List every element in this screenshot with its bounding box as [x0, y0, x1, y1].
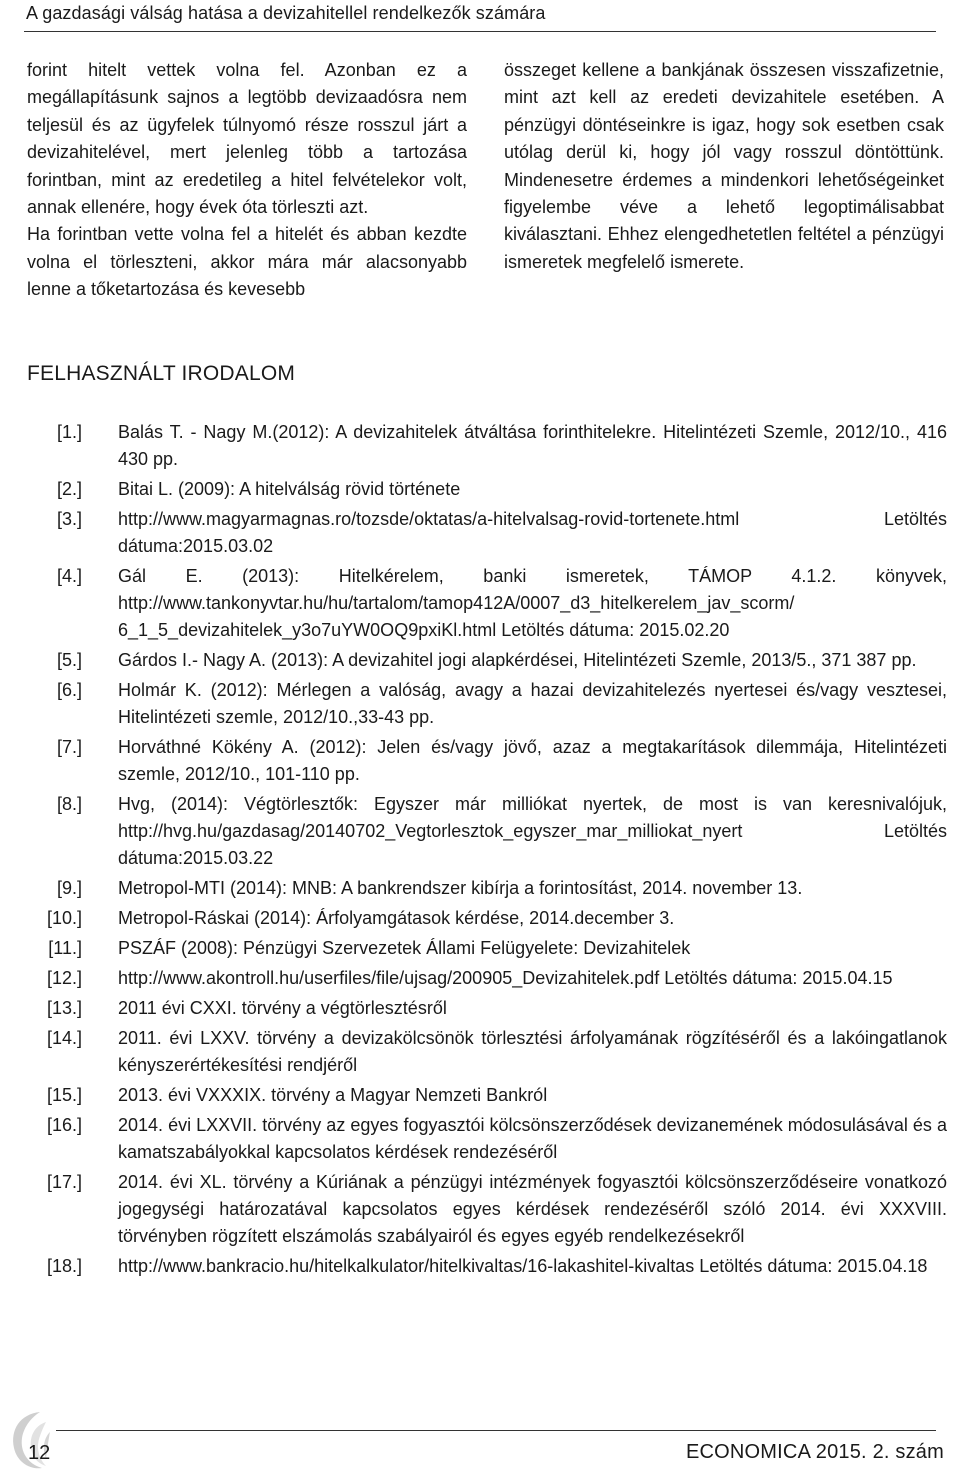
- reference-text: http://www.akontroll.hu/userfiles/file/ujsag/200905_Devizahitelek.pdf Letöltés dátuma: 2015.04.15: [118, 968, 893, 988]
- reference-text: 2013. évi VXXXIX. törvény a Magyar Nemzeti Bankról: [118, 1085, 548, 1105]
- reference-text: 2011. évi LXXV. törvény a devizakölcsönök törlesztési árfolyamának rögzítéséről és a lakóingatlanok kényszerértékesítési rendjéről: [118, 1028, 947, 1075]
- reference-number: [11.]: [48, 938, 82, 958]
- references-heading: FELHASZNÁLT IRODALOM: [27, 362, 296, 385]
- reference-text: http://www.magyarmagnas.ro/tozsde/oktatas/a-hitelvalsag-rovid-tortenete.html Letöltés dátuma:2015.03.02: [118, 509, 947, 556]
- reference-number: [5.]: [56, 650, 82, 670]
- reference-number: [17.]: [46, 1172, 82, 1192]
- reference-number: [9.]: [56, 878, 82, 898]
- reference-number: [10.]: [46, 908, 82, 928]
- reference-text: Hvg, (2014): Végtörlesztők: Egyszer már milliókat nyertek, de most is van keresnivalójuk, http://hvg.hu/gazdasag/20140702_Vegtorlesztok_egyszer_mar_milliokat_nyert Letöltés dátuma:2015.03.22: [118, 794, 947, 868]
- header-rule: [24, 31, 936, 32]
- reference-text: http://www.bankracio.hu/hitelkalkulator/hitelkivaltas/16-lakashitel-kivaltas Letöltés dátuma: 2015.04.18: [118, 1256, 928, 1276]
- reference-item: [27, 647, 947, 674]
- reference-text: Balás T. - Nagy M.(2012): A devizahitelek átváltása forinthitelekre. Hitelintézeti Szemle, 2012/10., 416 430 pp.: [118, 422, 947, 469]
- left-column: [27, 57, 467, 304]
- reference-text: Horváthné Kökény A. (2012): Jelen és/vagy jövő, azaz a megtakarítások dilemmája, Hitelintézeti szemle, 2012/10., 101-110 pp.: [118, 737, 947, 784]
- reference-number: [15.]: [46, 1085, 82, 1105]
- reference-item: [27, 995, 947, 1022]
- reference-number: [8.]: [56, 794, 82, 814]
- reference-text: Gárdos I.- Nagy A. (2013): A devizahitel jogi alapkérdései, Hitelintézeti Szemle, 2013/5., 371 387 pp.: [118, 650, 917, 670]
- page-number: 12: [28, 1442, 51, 1464]
- reference-number: [3.]: [56, 509, 82, 529]
- reference-item: [27, 419, 947, 473]
- reference-item: [27, 734, 947, 788]
- reference-text: 2014. évi LXXVII. törvény az egyes fogyasztói kölcsönszerződések devizanemének módosulásával és a kamatszabályokkal kapcsolatos kérdések rendezéséről: [118, 1115, 947, 1162]
- reference-number: [6.]: [56, 680, 82, 700]
- reference-number: [4.]: [56, 566, 82, 586]
- reference-text: Gál E. (2013): Hitelkérelem, banki ismeretek, TÁMOP 4.1.2. könyvek, http://www.tankonyvtar.hu/hu/tartalom/tamop412A/0007_d3_hitelkerelem_jav_scorm/ 6_1_5_devizahitelek_y3o7uYW0OQ9pxiKl.html Letöltés dátuma: 2015.02.20: [118, 566, 947, 640]
- reference-item: [27, 1025, 947, 1079]
- reference-item: [27, 563, 947, 644]
- reference-text: Bitai L. (2009): A hitelválság rövid története: [118, 479, 461, 499]
- reference-item: [27, 905, 947, 932]
- reference-item: [27, 1112, 947, 1166]
- reference-item: [27, 935, 947, 962]
- reference-text: Holmár K. (2012): Mérlegen a valóság, avagy a hazai devizahitelezés nyertesei és/vagy vesztesei, Hitelintézeti szemle, 2012/10.,33-43 pp.: [118, 680, 947, 727]
- right-paragraph-1: összeget kellene a bankjának összesen visszafizetnie, mint azt kell az eredeti devizahitele esetében. A pénzügyi döntéseinkre is igaz, hogy sok esetben csak utólag derül ki, hogy jól vagy rosszul döntöttünk. Mindenesetre érdemes a mindenkori lehetőségeinket figyelembe véve a lehető legoptimálisabbat kiválasztani. Ehhez elengedhetetlen feltétel a pénzügyi ismeretek megfelelő ismerete.: [504, 60, 944, 272]
- reference-number: [16.]: [46, 1115, 82, 1135]
- reference-text: PSZÁF (2008): Pénzügyi Szervezetek Állami Felügyelete: Devizahitelek: [118, 938, 691, 958]
- footer-rule: [56, 1430, 936, 1431]
- reference-item: [27, 506, 947, 560]
- reference-number: [12.]: [46, 968, 82, 988]
- reference-number: [18.]: [46, 1256, 82, 1276]
- reference-number: [1.]: [56, 422, 82, 442]
- reference-number: [13.]: [46, 998, 82, 1018]
- reference-number: [7.]: [56, 737, 82, 757]
- running-header: A gazdasági válság hatása a devizahitellel rendelkezők számára: [26, 3, 546, 23]
- reference-item: [27, 1253, 947, 1280]
- reference-list: [27, 419, 947, 1280]
- reference-item: [27, 677, 947, 731]
- reference-text: 2014. évi XL. törvény a Kúriának a pénzügyi intézmények fogyasztói kölcsönszerződéseire vonatkozó jogegységi határozatával kapcsolatos egyes kérdések rendezéséről szóló 2014. évi XXXVIII. törvényben rögzített elszámolás szabályairól és egyes egyéb rendelkezésekről: [118, 1172, 947, 1246]
- reference-text: 2011 évi CXXI. törvény a végtörlesztésről: [118, 998, 447, 1018]
- reference-item: [27, 875, 947, 902]
- reference-text: Metropol-Ráskai (2014): Árfolyamgátasok kérdése, 2014.december 3.: [118, 908, 675, 928]
- journal-name: ECONOMICA 2015. 2. szám: [685, 1441, 944, 1463]
- reference-text: Metropol-MTI (2014): MNB: A bankrendszer kibírja a forintosítást, 2014. november 13.: [118, 878, 803, 898]
- right-column: [504, 57, 944, 276]
- reference-item: [27, 1169, 947, 1250]
- reference-item: [27, 965, 947, 992]
- reference-item: [27, 476, 947, 503]
- reference-item: [27, 791, 947, 872]
- reference-number: [2.]: [56, 479, 82, 499]
- left-paragraph-2: Ha forintban vette volna fel a hitelét és abban kezdte volna el törleszteni, akkor mára már alacsonyabb lenne a tőketartozása és kevesebb: [27, 224, 467, 300]
- reference-item: [27, 1082, 947, 1109]
- left-paragraph-1: forint hitelt vettek volna fel. Azonban ez a megállapításunk sajnos a legtöbb devizaadósra nem teljesül és az ügyfelek túlnyomó része rosszul járt a devizahitelével, mert jelenleg több a tartozása forintban, mint az eredetileg a hitel felvételekor volt, annak ellenére, hogy évek óta törleszti azt.: [27, 60, 467, 218]
- reference-number: [14.]: [46, 1028, 82, 1048]
